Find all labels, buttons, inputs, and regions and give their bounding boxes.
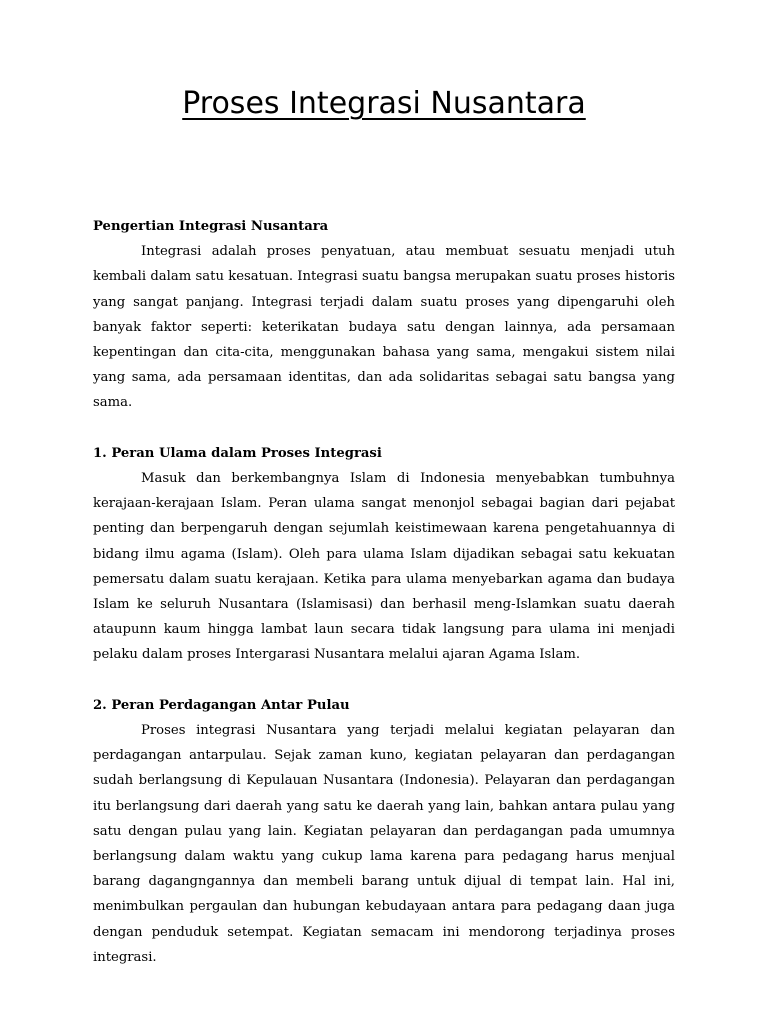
section-heading: Pengertian Integrasi Nusantara: [93, 219, 329, 234]
section-paragraph: Proses integrasi Nusantara yang terjadi melalui kegiatan pelayaran dan perdagangan antarpulau. Sejak zaman kuno, kegiatan pelayaran dan perdagangan sudah berlangsung di Kepulauan Nusantara (Indonesia). Pelayaran dan perdagangan itu berlangsung dari daerah yang satu ke daerah yang lain, bahkan antara pulau yang satu dengan pulau yang lain. Kegiatan pelayaran dan perdagangan pada umumnya berlangsung dalam waktu yang cukup lama karena para pedagang harus menjual barang dagangngannya dan membeli barang untuk dijual di tempat lain. Hal ini, menimbulkan pergaulan dan hubungan kebudayaan antara para pedagang daan juga dengan penduduk setempat. Kegiatan semacam ini mendorong terjadinya proses integrasi.: [93, 723, 675, 965]
section-peran-perdagangan: [93, 693, 675, 970]
section-pengertian: [93, 214, 675, 416]
page-title: Proses Integrasi Nusantara: [182, 86, 586, 121]
document-body: [93, 214, 675, 995]
section-heading: 1. Peran Ulama dalam Proses Integrasi: [93, 445, 382, 461]
section-peran-ulama: [93, 441, 675, 668]
section-paragraph: Masuk dan berkembangnya Islam di Indonesia menyebabkan tumbuhnya kerajaan-kerajaan Islam. Peran ulama sangat menonjol sebagai bagian dari pejabat penting dan berpengaruh dengan sejumlah keistimewaan karena pengetahuannya di bidang ilmu agama (Islam). Oleh para ulama Islam dijadikan sebagai satu kekuatan pemersatu dalam suatu kerajaan. Ketika para ulama menyebarkan agama dan budaya Islam ke seluruh Nusantara (Islamisasi) dan berhasil meng-Islamkan suatu daerah ataupunn kaum hingga lambat laun secara tidak langsung para ulama ini menjadi pelaku dalam proses Intergarasi Nusantara melalui ajaran Agama Islam.: [93, 471, 675, 663]
section-paragraph: Integrasi adalah proses penyatuan, atau membuat sesuatu menjadi utuh kembali dalam satu kesatuan. Integrasi suatu bangsa merupakan suatu proses historis yang sangat panjang. Integrasi terjadi dalam suatu proses yang dipengaruhi oleh banyak faktor seperti: keterikatan budaya satu dengan lainnya, ada persamaan kepentingan dan cita-cita, menggunakan bahasa yang sama, mengakui sistem nilai yang sama, ada persamaan identitas, dan ada solidaritas sebagai satu bangsa yang sama.: [93, 244, 675, 411]
section-heading: 2. Peran Perdagangan Antar Pulau: [93, 697, 350, 713]
